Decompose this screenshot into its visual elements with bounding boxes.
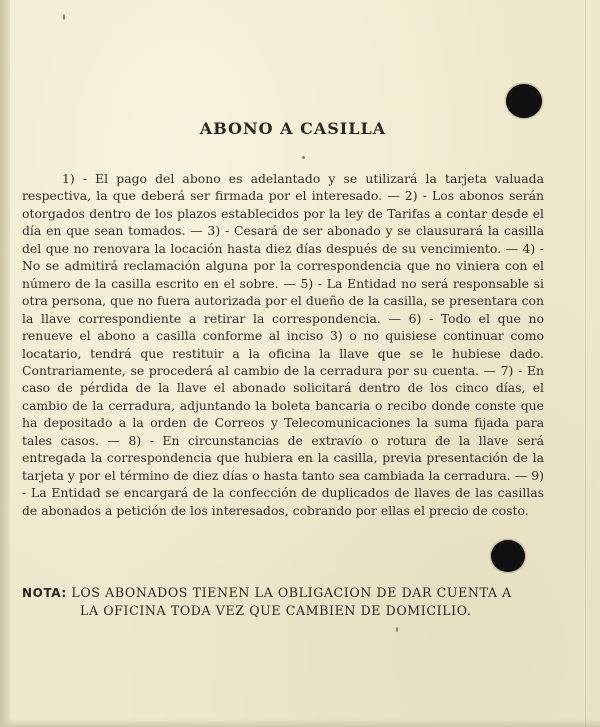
nota-block [22, 584, 562, 620]
paper-speck [396, 627, 398, 632]
nota-text-1: LOS ABONADOS TIENEN LA OBLIGACION DE DAR CUENTA A [71, 585, 512, 600]
page-title: ABONO A CASILLA [199, 119, 387, 138]
card-left-edge [0, 0, 10, 727]
nota-line-2: LA OFICINA TODA VEZ QUE CAMBIEN DE DOMICILIO. [80, 603, 472, 618]
nota-label: NOTA: [22, 586, 67, 600]
paper-crease [585, 0, 586, 727]
paper-speck [63, 14, 65, 20]
terms-paragraph: 1) - El pago del abono es adelantado y se utilizará la tarjeta valuada respectiva, la que deberá ser firmada por el interesado. — 2) - Los abonos serán otorgados dentro de los plazos establecidos por la ley de Tarifas a contar desde el día en que sean tomados. — 3) - Cesará de ser abonado y se clausurará la casilla del que no renovara la locación hasta diez días después de su vencimiento. — 4) - No se admitirá reclamación alguna por la correspondencia que no viniera con el número de la casilla escrito en el sobre. — 5) - La Entidad no será responsable si otra persona, que no fuera autorizada por el dueño de la casilla, se presentara con la llave correspondiente a retirar la correspondencia. — 6) - Todo el que no renueve el abono a casilla conforme al inciso 3) o no quisiese continuar como locatario, tendrá que restituir a la oficina la llave que se le hubiese dado. Contrariamente, se procederá al cambio de la cerradura por su cuenta. — 7) - En caso de pérdida de la llave el abonado solicitará dentro de los cinco días, el cambio de la cerradura, adjuntando la boleta bancaria o recibo donde conste que ha depositado a la orden de Correos y Telecomunicaciones la suma fijada para tales casos. — 8) - En circunstancias de extravío o rotura de la llave será entregada la correspondencia que hubiera en la casilla, previa presentación de la tarjeta y por el término de diez días o hasta tanto sea cambiada la cerradura. — 9) - La Entidad se encargará de la confección de duplicados de llaves de las casillas de abonados a petición de los interesados, cobrando por ellas el precio de costo. [22, 171, 544, 518]
card-bottom-edge [0, 719, 600, 727]
terms-body [22, 170, 544, 519]
paper-speck [302, 156, 305, 159]
punch-hole-icon [491, 540, 525, 572]
nota-line-1 [22, 584, 562, 602]
punch-hole-icon [506, 84, 542, 118]
